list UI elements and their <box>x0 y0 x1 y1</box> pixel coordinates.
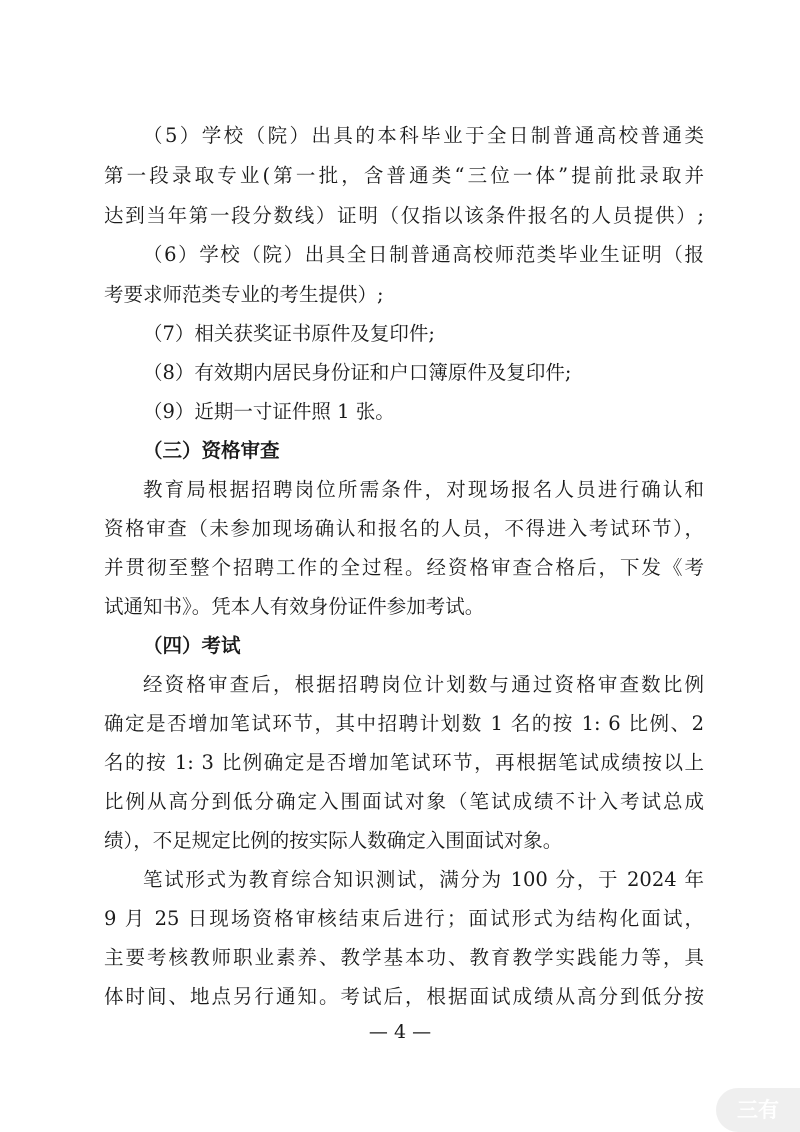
text-line: 资格审查（未参加现场确认和报名的人员，不得进入考试环节）， <box>104 517 704 540</box>
text-line: 确定是否增加笔试环节，其中招聘计划数 1 名的按 1: 6 比例、2 <box>104 712 704 735</box>
text-line: （8）有效期内居民身份证和户口簿原件及复印件; <box>143 361 572 384</box>
text-line: 9 月 25 日现场资格审核结束后进行；面试形式为结构化面试， <box>104 907 704 930</box>
text-line: 试通知书》。凭本人有效身份证件参加考试。 <box>104 595 485 618</box>
section-heading-qualification-review: （三）资格审查 <box>143 439 280 462</box>
text-line: 第一段录取专业(第一批，含普通类“三位一体”提前批录取并 <box>104 164 704 187</box>
text-line: （5）学校（院）出具的本科毕业于全日制普通高校普通类 <box>143 124 704 147</box>
text-line: 笔试形式为教育综合知识测试，满分为 100 分，于 2024 年 <box>143 868 704 891</box>
text-line: 名的按 1: 3 比例确定是否增加笔试环节，再根据笔试成绩按以上 <box>104 751 704 774</box>
text-line: （7）相关获奖证书原件及复印件; <box>143 322 435 345</box>
text-line: 主要考核教师职业素养、教学基本功、教育教学实践能力等，具 <box>104 946 704 969</box>
watermark-logo: 三有 <box>716 1088 800 1132</box>
text-line: 达到当年第一段分数线）证明（仅指以该条件报名的人员提供）; <box>104 204 704 227</box>
text-line: 经资格审查后，根据招聘岗位计划数与通过资格审查数比例 <box>143 673 704 696</box>
text-line: 绩），不足规定比例的按实际人数确定入围面试对象。 <box>104 829 563 852</box>
text-line: 考要求师范类专业的考生提供）; <box>104 283 384 306</box>
text-line: （6）学校（院）出具全日制普通高校师范类毕业生证明（报 <box>143 243 704 266</box>
text-line: （9）近期一寸证件照 1 张。 <box>143 400 395 423</box>
text-line: 并贯彻至整个招聘工作的全过程。经资格审查合格后，下发《考 <box>104 556 704 579</box>
text-line: 教育局根据招聘岗位所需条件，对现场报名人员进行确认和 <box>143 478 704 501</box>
text-line: 比例从高分到低分确定入围面试对象（笔试成绩不计入考试总成 <box>104 790 704 813</box>
section-heading-exam: （四）考试 <box>143 634 241 657</box>
text-line: 体时间、地点另行通知。考试后，根据面试成绩从高分到低分按 <box>104 985 704 1008</box>
page-number: — 4 — <box>368 1021 432 1043</box>
